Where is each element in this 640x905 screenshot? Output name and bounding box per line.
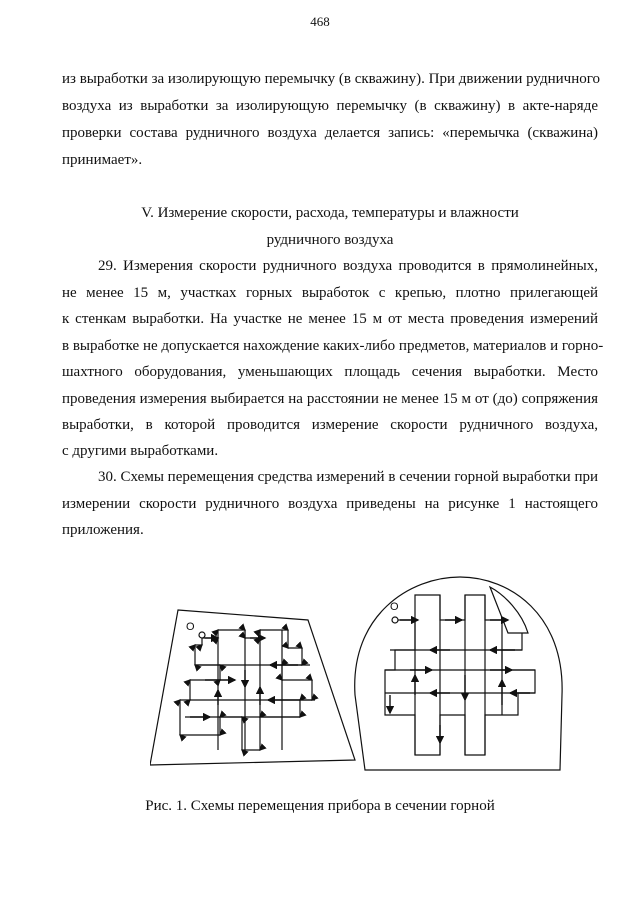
section-heading-line-2: рудничного воздуха [266,232,394,248]
paragraph-30-line-1: 30. Схемы перемещения средства измерений в сечении горной выработки при [98,469,598,485]
paragraph-1-line-1: из выработки за изолирующую перемычку (в скважину). При движении рудничного [62,71,601,87]
figure-left-trapezoid-scheme [150,610,355,765]
paragraph-1-line-2: воздуха из выработки за изолирующую перемычку (в скважину) в акте-наряде [62,98,598,114]
right-start-point [392,617,398,623]
figure-right-arch-scheme [355,577,562,770]
paragraph-29-line-2: не менее 15 м, участках горных выработок с крепью, плотно прилегающей [62,285,598,301]
right-start-label: О [390,601,399,613]
paragraph-29-line-1: 29. Измерения скорости рудничного воздуха проводится в прямолинейных, [98,258,598,274]
paragraph-30-line-2: измерении скорости рудничного воздуха приведены на рисунке 1 настоящего [62,496,598,512]
paragraph-29-line-3: к стенкам выработки. На участке не менее 15 м от места проведения измерений [62,311,598,327]
left-section-grid-path [180,630,312,750]
paragraph-30-line-3: приложения. [62,522,144,538]
right-section-corner-fill [490,587,528,633]
paragraph-1-line-4: принимает». [62,152,143,168]
left-start-point [199,632,205,638]
paragraph-29-line-4: в выработке не допускается нахождение каких-либо предметов, материалов и горно- [62,338,604,354]
right-section-arrows [390,620,530,743]
page-number: 468 [310,14,330,29]
paragraph-29-line-7: выработки, в которой проводится измерение скорости рудничного воздуха, [62,417,598,433]
figure-measurement-schemes [150,575,580,780]
paragraph-29-line-6: проведения измерения выбирается на расстоянии не менее 15 м от (до) сопряжения [62,391,598,407]
section-heading-line-1: V. Измерение скорости, расхода, температуры и влажности [141,205,519,221]
figure-caption: Рис. 1. Схемы перемещения прибора в сечении горной [145,798,495,814]
left-section-outline [150,610,355,765]
left-start-label: О [186,621,195,633]
paragraph-29-line-5: шахтного оборудования, уменьшающих площадь сечения выработки. Место [62,364,598,380]
paragraph-29-line-8: с другими выработками. [62,443,219,459]
paragraph-1-line-3: проверки состава рудничного воздуха делается запись: «перемычка (скважина) [62,125,598,141]
right-section-outline [355,577,562,770]
